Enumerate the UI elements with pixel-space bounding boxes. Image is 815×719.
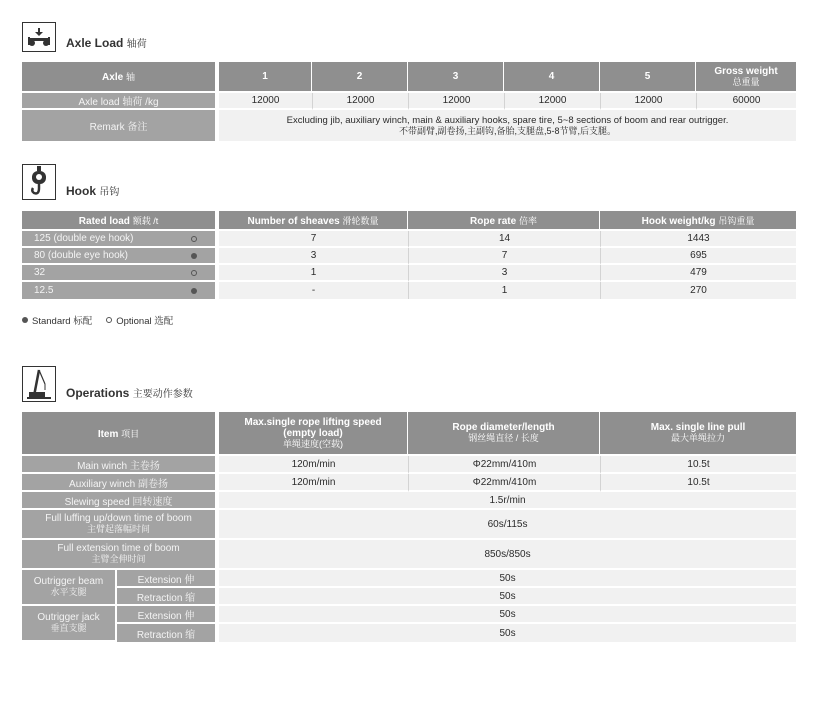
rated-load-cell: 12.5 xyxy=(22,282,215,299)
rope-rate-header: Rope rate 倍率 xyxy=(408,211,600,231)
remark-text: Excluding jib, auxiliary winch, main & auxiliary hooks, spare tire, 5~8 sections of boom and rear outrigger. 不带副臂,副卷扬,主副钩,备胎,支腿盘,5-8节臂,后支腿。 xyxy=(219,110,796,141)
outrigger-jack-label: Outrigger jack 垂直支腿 xyxy=(22,606,117,642)
crane-operations-icon xyxy=(22,366,56,402)
outrigger-beam-extension-row xyxy=(22,570,796,588)
hook-weight-cell: 479 xyxy=(600,265,796,282)
main-winch-rope: Φ22mm/410m xyxy=(408,456,600,474)
operations-section-title: Operations 主要动作参数 xyxy=(66,386,193,400)
aux-winch-row xyxy=(22,474,796,492)
axle-remark-row xyxy=(22,110,796,141)
hook-weight-cell: 695 xyxy=(600,248,796,265)
axle-load-value: 12000 xyxy=(600,93,696,110)
hook-row xyxy=(22,282,796,299)
aux-winch-label: Auxiliary winch 副卷扬 xyxy=(22,474,215,492)
operations-section-header xyxy=(22,366,193,402)
standard-dot-icon xyxy=(191,288,197,294)
outrigger-jack-extension-label: Extension 伸 xyxy=(117,606,215,624)
axle-number-3: 3 xyxy=(408,62,504,93)
slewing-row xyxy=(22,492,796,510)
hook-weight-cell: 1443 xyxy=(600,231,796,248)
axle-number-5: 5 xyxy=(600,62,696,93)
axle-load-row xyxy=(22,93,796,110)
slewing-label: Slewing speed 回转速度 xyxy=(22,492,215,510)
axle-load-value: 12000 xyxy=(312,93,408,110)
main-winch-row xyxy=(22,456,796,474)
rope-rate-cell: 14 xyxy=(408,231,600,248)
hook-weight-cell: 270 xyxy=(600,282,796,299)
axle-load-value: 12000 xyxy=(504,93,600,110)
rope-rate-cell: 7 xyxy=(408,248,600,265)
hook-weight-header: Hook weight/kg 吊钩重量 xyxy=(600,211,796,231)
outrigger-beam-retraction-label: Retraction 缩 xyxy=(117,588,215,606)
axle-section-title: Axle Load 轴荷 xyxy=(66,36,147,50)
rope-rate-cell: 3 xyxy=(408,265,600,282)
aux-winch-speed: 120m/min xyxy=(219,474,408,492)
sheaves-header: Number of sheaves 滑轮数量 xyxy=(219,211,408,231)
outrigger-jack-extension-row xyxy=(22,606,796,624)
main-winch-speed: 120m/min xyxy=(219,456,408,474)
axle-header-cell: Axle 轴 xyxy=(22,62,215,93)
sheaves-cell: - xyxy=(219,282,408,299)
gross-weight-value: 60000 xyxy=(696,93,796,110)
axle-number-4: 4 xyxy=(504,62,600,93)
aux-winch-pull: 10.5t xyxy=(600,474,796,492)
hook-legend xyxy=(22,313,187,327)
axle-load-table xyxy=(22,62,796,141)
extension-row xyxy=(22,540,796,570)
axle-number-1: 1 xyxy=(219,62,312,93)
luffing-label: Full luffing up/down time of boom 主臂起落幅时间 xyxy=(22,510,215,540)
aux-winch-rope: Φ22mm/410m xyxy=(408,474,600,492)
sheaves-cell: 3 xyxy=(219,248,408,265)
rated-load-cell: 80 (double eye hook) xyxy=(22,248,215,265)
gross-weight-header: Gross weight 总重量 xyxy=(696,62,796,93)
axle-load-label: Axle load 轴荷 /kg xyxy=(22,93,215,110)
lifting-speed-header: Max.single rope lifting speed (empty load) 单绳速度(空载) xyxy=(219,412,408,456)
rope-diameter-header: Rope diameter/length 钢丝绳直径 / 长度 xyxy=(408,412,600,456)
hook-row xyxy=(22,231,796,248)
axle-section-header xyxy=(22,22,147,52)
operations-table xyxy=(22,412,796,642)
line-pull-header: Max. single line pull 最大单绳拉力 xyxy=(600,412,796,456)
rated-load-cell: 32 xyxy=(22,265,215,282)
remark-label: Remark 备注 xyxy=(22,110,215,141)
legend-optional: Optional 选配 xyxy=(106,313,173,327)
slewing-value: 1.5r/min xyxy=(219,492,796,510)
axle-icon xyxy=(22,22,56,52)
main-winch-label: Main winch 主卷扬 xyxy=(22,456,215,474)
sheaves-cell: 1 xyxy=(219,265,408,282)
outrigger-beam-extension-label: Extension 伸 xyxy=(117,570,215,588)
hook-section-header xyxy=(22,164,119,200)
extension-value: 850s/850s xyxy=(219,540,796,570)
hook-header-row xyxy=(22,211,796,231)
hook-section-title: Hook 吊钩 xyxy=(66,184,120,198)
luffing-value: 60s/115s xyxy=(219,510,796,540)
outrigger-beam-extension-value: 50s xyxy=(219,570,796,588)
outrigger-jack-retraction-value: 50s xyxy=(219,624,796,642)
optional-dot-icon xyxy=(191,236,197,242)
luffing-row xyxy=(22,510,796,540)
hook-icon xyxy=(22,164,56,200)
axle-header-row xyxy=(22,62,796,93)
hook-table xyxy=(22,211,796,299)
hook-row xyxy=(22,265,796,282)
standard-dot-icon xyxy=(22,317,28,323)
sheaves-cell: 7 xyxy=(219,231,408,248)
rope-rate-cell: 1 xyxy=(408,282,600,299)
rated-load-cell: 125 (double eye hook) xyxy=(22,231,215,248)
outrigger-jack-retraction-label: Retraction 缩 xyxy=(117,624,215,642)
rated-load-header: Rated load 额载 /t xyxy=(22,211,215,231)
outrigger-beam-retraction-row xyxy=(22,588,796,606)
outrigger-jack-retraction-row xyxy=(22,624,796,642)
optional-dot-icon xyxy=(191,270,197,276)
axle-number-2: 2 xyxy=(312,62,408,93)
axle-load-value: 12000 xyxy=(219,93,312,110)
outrigger-beam-label: Outrigger beam 水平支腿 xyxy=(22,570,117,606)
outrigger-beam-retraction-value: 50s xyxy=(219,588,796,606)
standard-dot-icon xyxy=(191,253,197,259)
operations-header-row xyxy=(22,412,796,456)
outrigger-jack-extension-value: 50s xyxy=(219,606,796,624)
item-header: Item 项目 xyxy=(22,412,215,456)
axle-load-value: 12000 xyxy=(408,93,504,110)
optional-dot-icon xyxy=(106,317,112,323)
main-winch-pull: 10.5t xyxy=(600,456,796,474)
hook-row xyxy=(22,248,796,265)
legend-standard: Standard 标配 xyxy=(22,313,92,327)
extension-label: Full extension time of boom 主臂全伸时间 xyxy=(22,540,215,570)
